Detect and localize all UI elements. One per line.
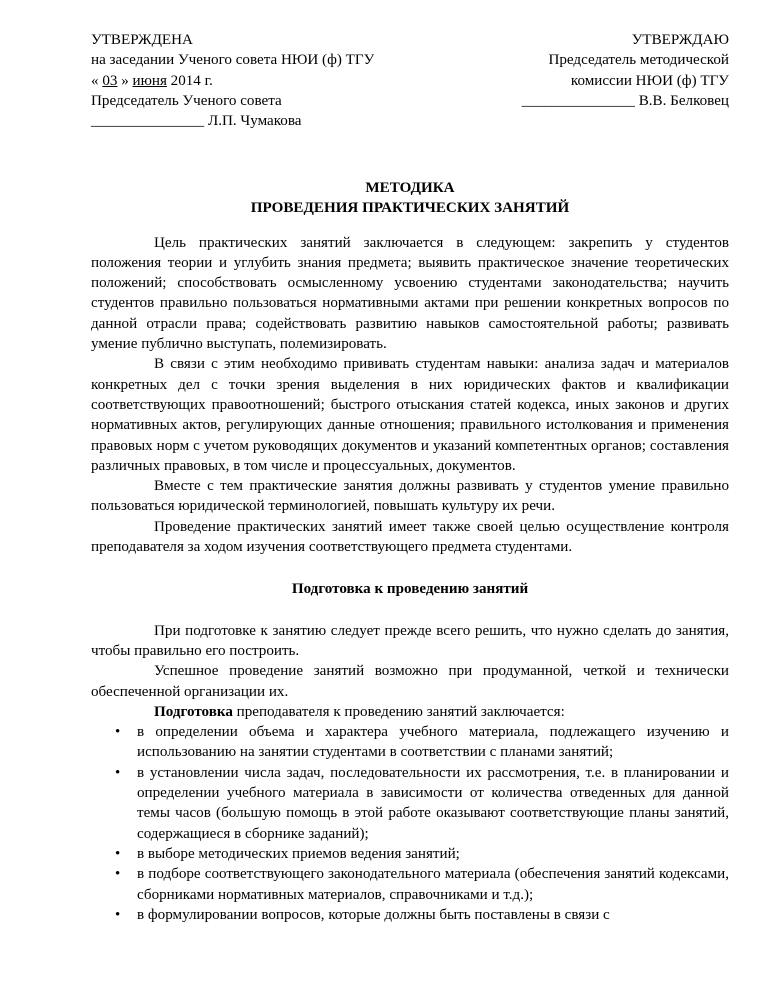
list-item-text: в подборе соответствующего законодательного материала (обеспечения занятий кодексами, сборниками нормативных материалов, справочниками и т.д.); [137, 866, 729, 903]
paragraph: Вместе с тем практические занятия должны развивать у студентов умение правильно пользоваться юридической терминологией, повышать культуру их речи. [91, 478, 729, 515]
document-title [91, 178, 729, 219]
list-item-text: в формулировании вопросов, которые должны быть поставлены в связи с [137, 906, 610, 923]
list-item-text: в выборе методических приемов ведения занятий; [137, 845, 460, 862]
paragraph-text: преподавателя к проведению занятий заключается: [232, 703, 565, 720]
approved-date [91, 71, 374, 91]
approved-meeting: на заседании Ученого совета НЮИ (ф) ТГУ [91, 52, 375, 69]
approve-block [522, 30, 729, 111]
list-item-text: в установлении числа задач, последовательности их рассмотрения, т.е. в планировании и определении учебного материала в зависимости от количества отведенных для данной темы часов (большую помощь в этой работе оказывают соответствующие планы занятий, содержащиеся в сборнике заданий); [137, 764, 729, 842]
list-item [91, 905, 729, 925]
signature-line: _______________ [91, 113, 205, 130]
bullet-icon: • [115, 866, 121, 883]
approved-signature [91, 111, 374, 131]
bullet-icon: • [115, 764, 121, 781]
list-item [91, 763, 729, 844]
approval-header [91, 30, 729, 128]
document-page [91, 30, 729, 925]
title-line-1: МЕТОДИКА [365, 180, 455, 196]
paragraph: Успешное проведение занятий возможно при продуманной, четкой и технически обеспеченной организации их. [91, 663, 729, 700]
list-item [91, 844, 729, 864]
date-open-quote: « [91, 72, 103, 89]
bullet-icon: • [115, 906, 121, 923]
paragraph: Цель практических занятий заключается в следующем: закрепить у студентов положения теории и углубить знания предмета; выявить практическое значение теоретических положений; способствовать осмысленному усвоению студентами законодательства; научить студентов правильно пользоваться нормативными актами при решении конкретных вопросов по данной отрасли права; содействовать развитию навыков самостоятельной работы; развивать умение публично выступать, полемизировать. [91, 234, 729, 353]
date-month: июня [132, 72, 167, 89]
paragraph [91, 702, 729, 722]
approve-signature [522, 91, 729, 111]
title-line-2: ПРОВЕДЕНИЯ ПРАКТИЧЕСКИХ ЗАНЯТИЙ [250, 200, 570, 217]
approved-block [91, 30, 374, 131]
bold-term: Подготовка [154, 703, 233, 720]
bullet-icon: • [115, 724, 121, 741]
list-item [91, 864, 729, 905]
approved-chair-title: Председатель Ученого совета [91, 92, 282, 109]
approved-heading: УТВЕРЖДЕНА [91, 32, 193, 48]
list-item-text: в определении объема и характера учебного материала, подлежащего изучению и использованию на занятии студентами в соответствии с планами занятий; [137, 724, 729, 761]
signer-name: В.В. Белковец [634, 92, 729, 109]
list-item [91, 722, 729, 763]
signature-line: _______________ [521, 92, 635, 109]
bullet-list [91, 722, 729, 925]
paragraph: При подготовке к занятию следует прежде всего решить, что нужно сделать до занятия, чтобы правильно его построить. [91, 622, 729, 659]
document-body [91, 233, 729, 926]
approve-position: Председатель методической [548, 52, 729, 69]
date-day: 03 [102, 72, 118, 89]
approve-commission: комиссии НЮИ (ф) ТГУ [570, 72, 729, 89]
paragraph: В связи с этим необходимо прививать студентам навыки: анализа задач и материалов конкретных дел с точки зрения выделения в них юридических фактов и квалификации соответствующих правоотношений; быстрого отыскания статей кодекса, иных законов и других нормативных актов, регулирующих данные отношения; правильного истолкования и применения правовых норм с учетом руководящих документов и указаний компетентных органов; составления различных правовых, в том числе и процессуальных, документов. [91, 356, 729, 474]
bullet-icon: • [115, 845, 121, 862]
approve-heading: УТВЕРЖДАЮ [631, 32, 729, 48]
signer-name: Л.П. Чумакова [204, 113, 302, 130]
section-heading: Подготовка к проведению занятий [291, 581, 529, 598]
paragraph: Проведение практических занятий имеет также своей целью осуществление контроля преподавателя за ходом изучения соответствующего предмета студентами. [91, 518, 729, 556]
date-year: 2014 г. [166, 72, 213, 89]
date-close-quote: » [117, 72, 133, 89]
